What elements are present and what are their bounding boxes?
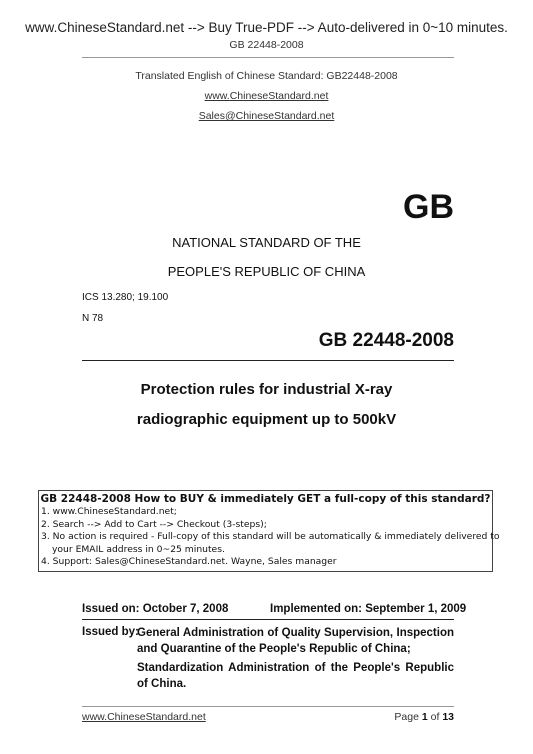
standard-number: GB 22448-2008 — [318, 330, 454, 351]
header-banner: www.ChineseStandard.net --> Buy True-PDF --> Auto-delivered in 0~10 minutes. — [25, 20, 508, 35]
footer-divider — [82, 706, 454, 707]
email-link[interactable]: Sales@ChineseStandard.net — [198, 110, 335, 122]
ics-code: ICS 13.280; 19.100 — [82, 292, 169, 303]
issuing-org-2: Standardization Administration of the People's Republic of China. — [137, 662, 454, 690]
title-line-1: Protection rules for industrial X-ray — [140, 381, 393, 398]
header-divider — [82, 57, 454, 58]
implemented-on: Implemented on: September 1, 2009 — [270, 603, 467, 615]
header-doc-id: GB 22448-2008 — [229, 39, 304, 51]
title-divider — [82, 360, 454, 361]
page-indicator — [330, 711, 454, 723]
page-prefix: Page — [394, 711, 422, 723]
website-link[interactable]: www.ChineseStandard.net — [204, 90, 329, 102]
issue-divider — [82, 619, 454, 620]
issued-on: Issued on: October 7, 2008 — [82, 603, 229, 615]
page-mid: of — [427, 711, 443, 723]
issuing-org-1: General Administration of Quality Supervision, Inspection and Quarantine of the People's Republic of China; — [137, 627, 454, 655]
buy-step-1: 1. www.ChineseStandard.net; — [41, 506, 177, 517]
buy-instructions-box — [38, 490, 500, 572]
footer-link[interactable]: www.ChineseStandard.net — [82, 711, 206, 723]
buy-box-heading: GB 22448-2008 How to BUY & immediately GET a full-copy of this standard? — [40, 493, 491, 505]
prc-line: PEOPLE'S REPUBLIC OF CHINA — [167, 264, 366, 279]
buy-step-3: 3. No action is required - Full-copy of this standard will be automatically & immediately delivered to — [41, 531, 500, 543]
issued-by-label: Issued by: — [82, 626, 139, 638]
n-code: N 78 — [82, 313, 104, 324]
buy-step-4: 4. Support: Sales@ChineseStandard.net. Wayne, Sales manager — [41, 556, 337, 568]
issuing-organizations — [137, 626, 454, 696]
national-standard-line: NATIONAL STANDARD OF THE — [172, 235, 361, 250]
buy-step-3-cont: your EMAIL address in 0~25 minutes. — [52, 543, 225, 555]
title-line-2: radiographic equipment up to 500kV — [136, 411, 397, 428]
page-total: 13 — [442, 711, 454, 723]
page-current: 1 — [421, 711, 428, 723]
gb-logo: GB — [403, 188, 454, 226]
buy-step-2: 2. Search --> Add to Cart --> Checkout (3-steps); — [41, 518, 267, 530]
translation-note: Translated English of Chinese Standard: GB22448-2008 — [135, 70, 398, 82]
